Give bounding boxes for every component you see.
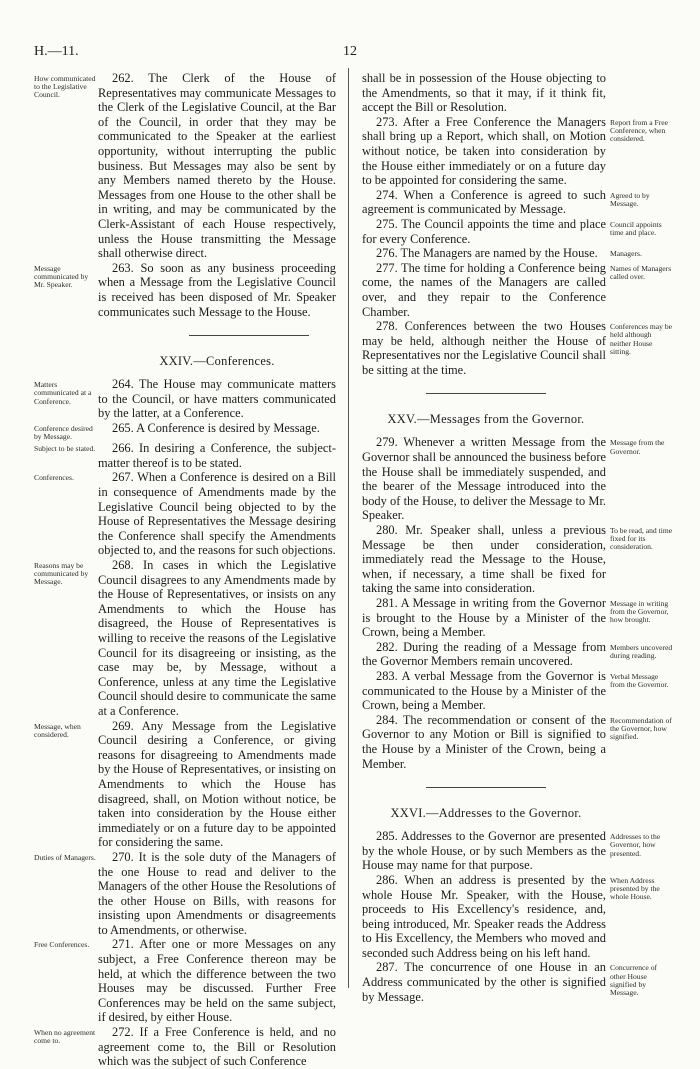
clause-text: 269. Any Message from the Legislative Council desiring a Conference, or giving reasons for disagreeing to Amendments made by the House of Representatives, or insisting on Amendments to which the House has disagreed, shall, on Motion without notice, be taken into consideration by the House either immediately or on a future day to be appointed for considering the same. xyxy=(98,718,336,850)
section-heading-xxiv: XXIV.—Conferences. xyxy=(159,354,275,369)
clause-271 xyxy=(34,937,336,1025)
marginal-note: Managers. xyxy=(610,249,642,259)
clause-273 xyxy=(362,115,674,188)
clause-text: 279. Whenever a written Message from the Governor shall be announced the business before the House shall be immediately suspended, and the bearer of the Message introduced into the body of the House, to deliver the Message to Mr. Speaker. xyxy=(362,435,606,523)
clause-text: 286. When an address is presented by the whole House Mr. Speaker, with the House, proceeds to His Excellency's residence, and, being introduced, Mr. Speaker reads the Address to His Excellency, the Members who moved and seconded such Address being on his left hand. xyxy=(362,872,606,960)
section-rule xyxy=(189,335,309,336)
clause-text: 278. Conferences between the two Houses may be held, although neither the House of Representatives nor the Legislative Council shall be sitting at the time. xyxy=(362,319,606,377)
clause-265 xyxy=(34,421,336,441)
clause-text: 275. The Council appoints the time and place for every Conference. xyxy=(362,216,606,246)
clause-text: 276. The Managers are named by the House. xyxy=(376,246,598,261)
section-heading-xxv: XXV.—Messages from the Governor. xyxy=(387,412,585,427)
clause-text: 271. After one or more Messages on any subject, a Free Conference thereon may be held, at which the difference between the two Houses may be discussed. Further Free Conferences may be held on the same subject, if desired, by either House. xyxy=(98,937,336,1025)
clause-text: 270. It is the sole duty of the Managers of the one House to read and deliver to the Managers of the other House the Resolutions of the other House on Bills, with reasons for insisting upon Amendments or disagreements to Amendments, or otherwise. xyxy=(98,849,336,937)
column-divider xyxy=(348,68,349,988)
clause-274 xyxy=(362,188,674,217)
marginal-note: Matters communicated at a Conference. xyxy=(34,380,92,406)
clause-text: 280. Mr. Speaker shall, unless a previous Message be then under consideration, immediately read the Message to the House, when, if necessary, a time shall be fixed for taking the same into consideration. xyxy=(362,523,606,596)
clause-285 xyxy=(362,829,674,873)
marginal-note: Message communicated by Mr. Speaker. xyxy=(34,263,89,290)
clause-text: 281. A Message in writing from the Governor is brought to the House by a Minister of the Crown, being a Member. xyxy=(362,596,606,640)
marginal-note: Council appoints time and place. xyxy=(610,219,662,238)
clause-text: 277. The time for holding a Conference being come, the names of the Managers are called over, and they repair to the Conference Chamber. xyxy=(362,260,606,319)
clause-text: 265. A Conference is desired by Message. xyxy=(112,420,320,435)
clause-262 xyxy=(34,71,336,261)
clause-269 xyxy=(34,719,336,850)
section-rule xyxy=(426,787,546,788)
clause-text: shall be in possession of the House objecting to the Amendments, so that it may, if it think fit, accept the Bill or Resolution. xyxy=(362,71,606,115)
marginal-note: Message, when considered. xyxy=(34,721,81,739)
marginal-note: Report from a Free Conference, when considered. xyxy=(610,117,668,144)
section-heading-xxvi: XXVI.—Addresses to the Governor. xyxy=(390,806,582,821)
clause-text: 287. The concurrence of one House in an Address communicated by the other is signified by Message. xyxy=(362,960,606,1004)
marginal-note: When Address presented by the whole House. xyxy=(610,875,660,902)
clause-268 xyxy=(34,558,336,719)
page-number: 12 xyxy=(343,44,357,59)
clause-276 xyxy=(362,246,674,261)
clause-275 xyxy=(362,217,674,246)
marginal-note: Free Conferences. xyxy=(34,940,90,950)
clause-267 xyxy=(34,470,336,558)
marginal-note: Agreed to by Message. xyxy=(610,190,650,208)
left-column xyxy=(34,71,336,1069)
clause-text: 268. In cases in which the Legislative Council disagrees to any Amendments made by the House of Representatives, or insists on any Amendments to which the House has disagreed, the House of Representatives is willing to receive the reasons of the Legislative Council for its disagreeing or insisting, as the case may be, by Message, without a Conference, unless at any time the Legislative Council should desire to communicate the same at a Conference. xyxy=(98,558,336,718)
clause-text: 282. During the reading of a Message from the Governor Members remain uncovered. xyxy=(362,639,606,669)
marginal-note: Message in writing from the Governor, how brought. xyxy=(610,599,669,625)
marginal-note: Duties of Managers. xyxy=(34,852,96,862)
clause-text: 283. A verbal Message from the Governor is communicated to the House by a Minister of the Crown, being a Member. xyxy=(362,668,606,713)
right-column xyxy=(362,71,674,1004)
marginal-note: Conferences may be held although neither House sitting. xyxy=(610,322,672,356)
clause-287 xyxy=(362,960,674,1004)
clause-272 xyxy=(34,1025,336,1069)
marginal-note: When no agreement come to. xyxy=(34,1028,96,1046)
marginal-note: Members uncovered during reading. xyxy=(610,642,673,660)
clause-282 xyxy=(362,640,674,669)
clause-280 xyxy=(362,523,674,596)
clause-text: 285. Addresses to the Governor are presented by the whole House, or by such Members as the House may name for that purpose. xyxy=(362,829,606,873)
clause-266 xyxy=(34,441,336,470)
marginal-note: To be read, and time fixed for its consideration. xyxy=(610,526,673,552)
clause-283 xyxy=(362,669,674,713)
marginal-note: Conferences. xyxy=(34,473,74,483)
clause-277 xyxy=(362,261,674,319)
clause-text: 262. The Clerk of the House of Representatives may communicate Messages to the Clerk of the Legislative Council, at the Bar of the Council, in order that they may be communicated to the Speaker at the earliest opportunity, without interrupting the public business. But Messages may also be sent by any Members named thereto by the House. Messages from one House to the other shall be in writing, and may be communicated by the Clerk-Assistant of each House respectively, unless the House transmitting the Message shall otherwise direct. xyxy=(98,71,336,261)
clause-286 xyxy=(362,873,674,961)
marginal-note: Subject to be stated. xyxy=(34,444,96,454)
section-rule xyxy=(426,393,546,394)
marginal-note: Reasons may be communicated by Message. xyxy=(34,561,89,587)
marginal-note: Addresses to the Governor, how presented. xyxy=(610,832,661,858)
marginal-note: Recommendation of the Governor, how signified. xyxy=(610,715,672,742)
clause-281 xyxy=(362,596,674,640)
clause-279 xyxy=(362,435,674,523)
running-header: H.—11. xyxy=(34,44,79,59)
clause-263 xyxy=(34,261,336,319)
marginal-note: Names of Managers called over. xyxy=(610,263,672,281)
marginal-note: Verbal Message from the Governor. xyxy=(610,671,669,690)
marginal-note: Message from the Governor. xyxy=(610,438,665,456)
clause-270 xyxy=(34,850,336,938)
clause-text: 263. So soon as any business proceeding when a Message from the Legislative Council is received has been disposed of Mr. Speaker communicates such Message to the House. xyxy=(98,260,336,319)
clause-text: 266. In desiring a Conference, the subject-matter thereof is to be stated. xyxy=(98,441,336,470)
clause-text: 272. If a Free Conference is held, and no agreement come to, the Bill or Resolution which was the subject of such Conference xyxy=(98,1025,336,1069)
marginal-note: How communicated to the Legislative Council. xyxy=(34,74,96,100)
clause-text: 264. The House may communicate matters to the Council, or have matters communicated by the latter, at a Conference. xyxy=(98,377,336,421)
clause-264 xyxy=(34,377,336,421)
clause-text: 274. When a Conference is agreed to such agreement is communicated by Message. xyxy=(362,187,606,217)
marginal-note: Conference desired by Message. xyxy=(34,423,93,442)
clause-272-continued xyxy=(362,71,674,115)
marginal-note: Concurrence of other House signified by Message. xyxy=(610,963,658,998)
clause-text: 284. The recommendation or consent of the Governor to any Motion or Bill is signified to the House by a Minister of the Crown, being a Member. xyxy=(362,712,606,771)
clause-278 xyxy=(362,319,674,377)
clause-text: 267. When a Conference is desired on a Bill in consequence of Amendments made by the Legislative Council being objected to by the House of Representatives the Message desiring the Conference shall specify the Amendments objected to, and the reasons for such objections. xyxy=(98,470,336,558)
clause-284 xyxy=(362,713,674,771)
clause-text: 273. After a Free Conference the Managers shall bring up a Report, which shall, on Motion without notice, be taken into consideration by the House either immediately or on a future day to be appointed for considering the same. xyxy=(362,114,606,188)
